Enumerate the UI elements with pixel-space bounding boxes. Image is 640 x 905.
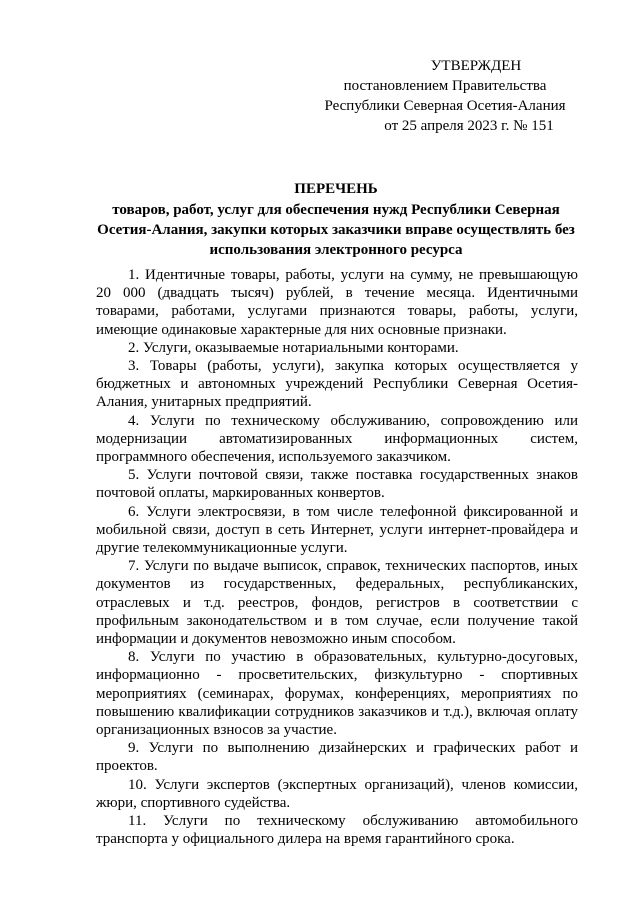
list-item: 7. Услуги по выдаче выписок, справок, технических паспортов, иных документов из государственных, федеральных, республиканских, отраслевых и т.д. реестров, фондов, регистров в соответствии с профильным законодательством и в том случае, если получение такой информации и документов невозможно иным способом. <box>96 558 578 648</box>
list-item: 6. Услуги электросвязи, в том числе телефонной фиксированной и мобильной связи, доступ в сеть Интернет, услуги интернет-провайдера и другие телекоммуникационные услуги. <box>96 503 578 557</box>
document-title-block <box>96 179 576 260</box>
approval-line-date: от 25 апреля 2023 г. № 151 <box>384 118 554 134</box>
document-subtitle-line: товаров, работ, услуг для обеспечения нужд Республики Северная <box>112 202 560 218</box>
list-item: 11. Услуги по техническому обслуживанию автомобильного транспорта у официального дилера на время гарантийного срока. <box>96 813 578 848</box>
list-item: 4. Услуги по техническому обслуживанию, сопровождению или модернизации автоматизированных информационных систем, программного обеспечения, используемого заказчиком. <box>96 412 578 466</box>
approval-heading: УТВЕРЖДЕН <box>430 58 522 74</box>
items-list <box>96 266 578 849</box>
list-item: 5. Услуги почтовой связи, также поставка государственных знаков почтовой оплаты, маркированных конвертов. <box>96 467 578 502</box>
list-item: 1. Идентичные товары, работы, услуги на сумму, не превышающую 20 000 (двадцать тысяч) рублей, в течение месяца. Идентичными товарами, работами, услугами признаются товары, работы, услуги, имеющие одинаковые характерные для них основные признаки. <box>96 267 578 338</box>
approval-line-republic: Республики Северная Осетия-Алания <box>324 98 566 114</box>
approval-stamp <box>300 56 590 136</box>
list-item: 2. Услуги, оказываемые нотариальными конторами. <box>128 339 459 356</box>
list-item: 10. Услуги экспертов (экспертных организаций), членов комиссии, жюри, спортивного судейства. <box>96 776 578 811</box>
document-title: ПЕРЕЧЕНЬ <box>294 181 378 197</box>
document-subtitle-line: использования электронного ресурса <box>209 242 463 258</box>
document-subtitle-line: Осетия-Алания, закупки которых заказчики вправе осуществлять без <box>97 222 575 238</box>
list-item: 8. Услуги по участию в образовательных, культурно-досуговых, информационно - просветительских, физкультурно - спортивных мероприятиях (семинарах, форумах, конференциях, мероприятиях по повышению квалификации сотрудников заказчиков и т.д.), включая оплату организационных взносов за участие. <box>96 649 578 739</box>
list-item: 9. Услуги по выполнению дизайнерских и графических работ и проектов. <box>96 740 578 775</box>
approval-line-decree: постановлением Правительства <box>343 78 547 94</box>
list-item: 3. Товары (работы, услуги), закупка которых осуществляется у бюджетных и автономных учреждений Республики Северная Осетия-Алания, унитарных предприятий. <box>96 358 578 411</box>
